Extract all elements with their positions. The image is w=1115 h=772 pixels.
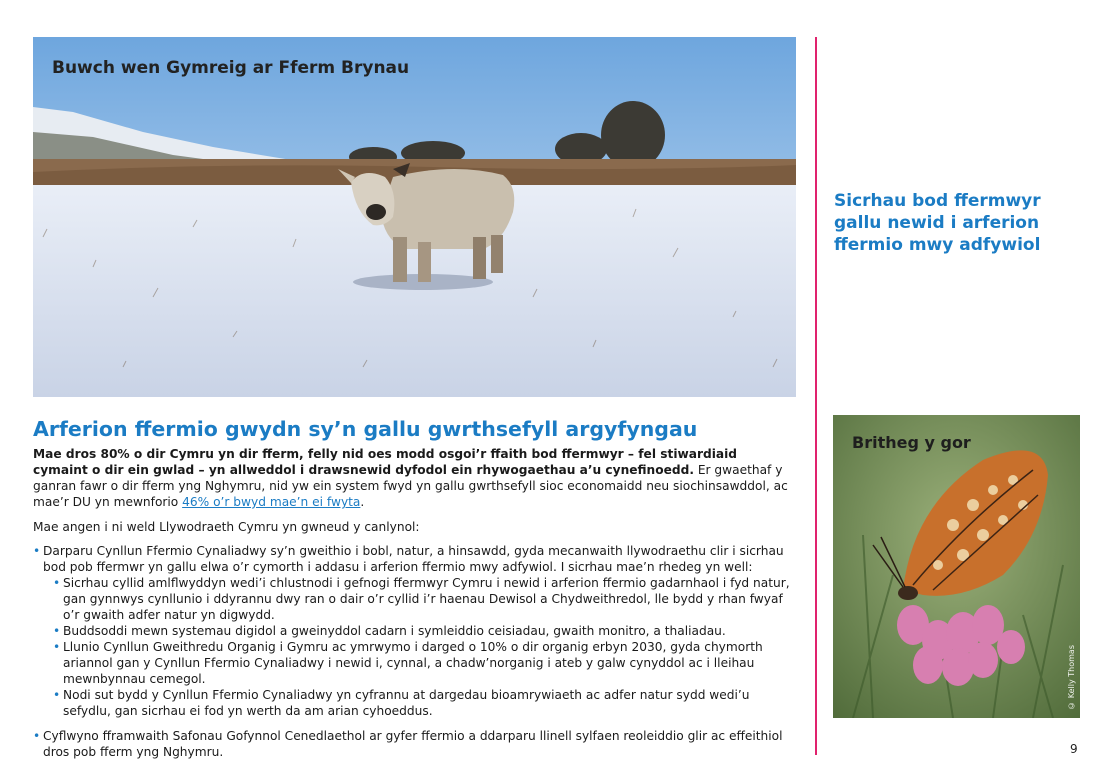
intro-paragraph: Mae angen i ni weld Llywodraeth Cymru yn gwneud y canlynol: (33, 520, 420, 534)
source-link[interactable]: 46% o’r bwyd mae’n ei fwyta (182, 495, 361, 509)
side-heading: Sicrhau bod ffermwyr gallu newid i arferion ffermio mwy adfywiol (834, 191, 1041, 255)
article-title: Arferion ffermio gwydn sy’n gallu gwrthsefyll argyfyngau (33, 417, 698, 441)
page-number: 9 (1070, 742, 1078, 756)
sub-bullet-list (43, 575, 793, 719)
butterfly-illustration (833, 415, 1080, 718)
list-item: • Darparu Cynllun Ffermio Cynaliadwy sy’n gweithio i bobl, natur, a hinsawdd, gyda mecanwaith llywodraethu clir i sicrhau bod pob ffermwr yn gallu elwa o’r cymorth i addasu i arferion ffermio mwy adfywiol. I sicrhau mae’n rhedeg yn well: • Sicrhau cyllid amlflwyddyn wedi’i chlustnodi i gefnogi ffermwyr Cymru i newid i arferion ffermio gadarnhaol i fyd natur, gan gynnwys cynllunio i ddyrannu dwy ran o dair o’r cyllid i’r haenau Dewisol a Chydweithredol, lle bydd y rhan fwyaf o’r gwaith adfer natur yn digwydd. • Buddsoddi mewn systemau digidol a gweinyddol cadarn i symleiddio ceisiadau, gwaith monitro, a thaliadau. • Llunio Cynllun Gweithredu Organig i Gymru ac ymrwymo i darged o 10% o dir organig erbyn 2030, gyda chymorth ariannol gan y Cynllun Ffermio Cynaliadwy i newid i, cynnal, a chadw’norganig i ateb y galw cynyddol ac i lleihau mewnbynnau cemegol. • Nodi sut bydd y Cynllun Ffermio Cynaliadwy yn cyfrannu at dargedau bioamrywiaeth ac adfer natur sydd wedi’u sefydlu, gan sicrhau ei fod yn werth da am arian cyhoeddus. (33, 543, 793, 719)
lead-paragraph: Mae dros 80% o dir Cymru yn dir fferm, felly nid oes modd osgoi’r ffaith bod ffermwyr – fel stiwardiaid cymaint o dir ein gwlad – yn allweddol i drawsnewid dyfodol ein rhywogaethau a’u cynefinoedd. Er gwaethaf y ganran fawr o dir fferm yng Nghymru, nid yw ein system fwyd yn gallu gwrthsefyll sioc economaidd neu siochinsawddol, ac mae’r DU yn mewnforio 46% o’r bwyd mae’n ei fwyta. (33, 447, 788, 509)
cow-illustration (33, 37, 796, 397)
sub-list-item: • Llunio Cynllun Gweithredu Organig i Gymru ac ymrwymo i darged o 10% o dir organig erbyn 2030, gyda chymorth ariannol gan y Cynllun Ffermio Cynaliadwy i newid i, cynnal, a chadw’norganig i ateb y galw cynyddol ac i lleihau mewnbynnau cemegol. (43, 639, 793, 687)
bullet-list (33, 543, 793, 760)
photo-caption: Buwch wen Gymreig ar Fferm Brynau (52, 58, 410, 78)
sub-list-item: • Sicrhau cyllid amlflwyddyn wedi’i chlustnodi i gefnogi ffermwyr Cymru i newid i arferion ffermio gadarnhaol i fyd natur, gan gynnwys cynllunio i ddyrannu dwy ran o dair o’r cyllid i’r haenau Dewisol a Chydweithredol, lle bydd y rhan fwyaf o’r gwaith adfer natur yn digwydd. (43, 575, 793, 623)
sub-list-item: • Buddsoddi mewn systemau digidol a gweinyddol cadarn i symleiddio ceisiadau, gwaith monitro, a thaliadau. (43, 623, 793, 639)
list-item: • Cyflwyno fframwaith Safonau Gofynnol Cenedlaethol ar gyfer ffermio a ddarparu llinell sylfaen reoleiddio glir ac effeithiol dros pob fferm yng Nghymru. (33, 728, 793, 760)
photo-credit: © Kelly Thomas (1067, 645, 1076, 710)
sub-list-item: • Nodi sut bydd y Cynllun Ffermio Cynaliadwy yn cyfrannu at dargedau bioamrywiaeth ac adfer natur sydd wedi’u sefydlu, gan sicrhau ei fod yn werth da am arian cyhoeddus. (43, 687, 793, 719)
cow-photo (33, 37, 796, 397)
photo-caption: Britheg y gor (852, 433, 971, 452)
lead-bold: Mae dros 80% o dir Cymru yn dir fferm, felly nid oes modd osgoi’r ffaith bod ffermwyr – fel stiwardiaid cymaint o dir ein gwlad – yn allweddol i drawsnewid dyfodol ein rhywogaethau a’u cynefinoedd. (33, 447, 738, 477)
article-body (33, 446, 793, 769)
lead-rest: Er gwaethaf y ganran fawr o dir fferm yng Nghymru, nid yw ein system fwyd yn gallu gwrthsefyll sioc economaidd neu siochinsawddol, ac mae’r DU yn mewnforio (33, 463, 788, 509)
butterfly-photo (833, 415, 1080, 718)
vertical-divider (815, 37, 817, 755)
